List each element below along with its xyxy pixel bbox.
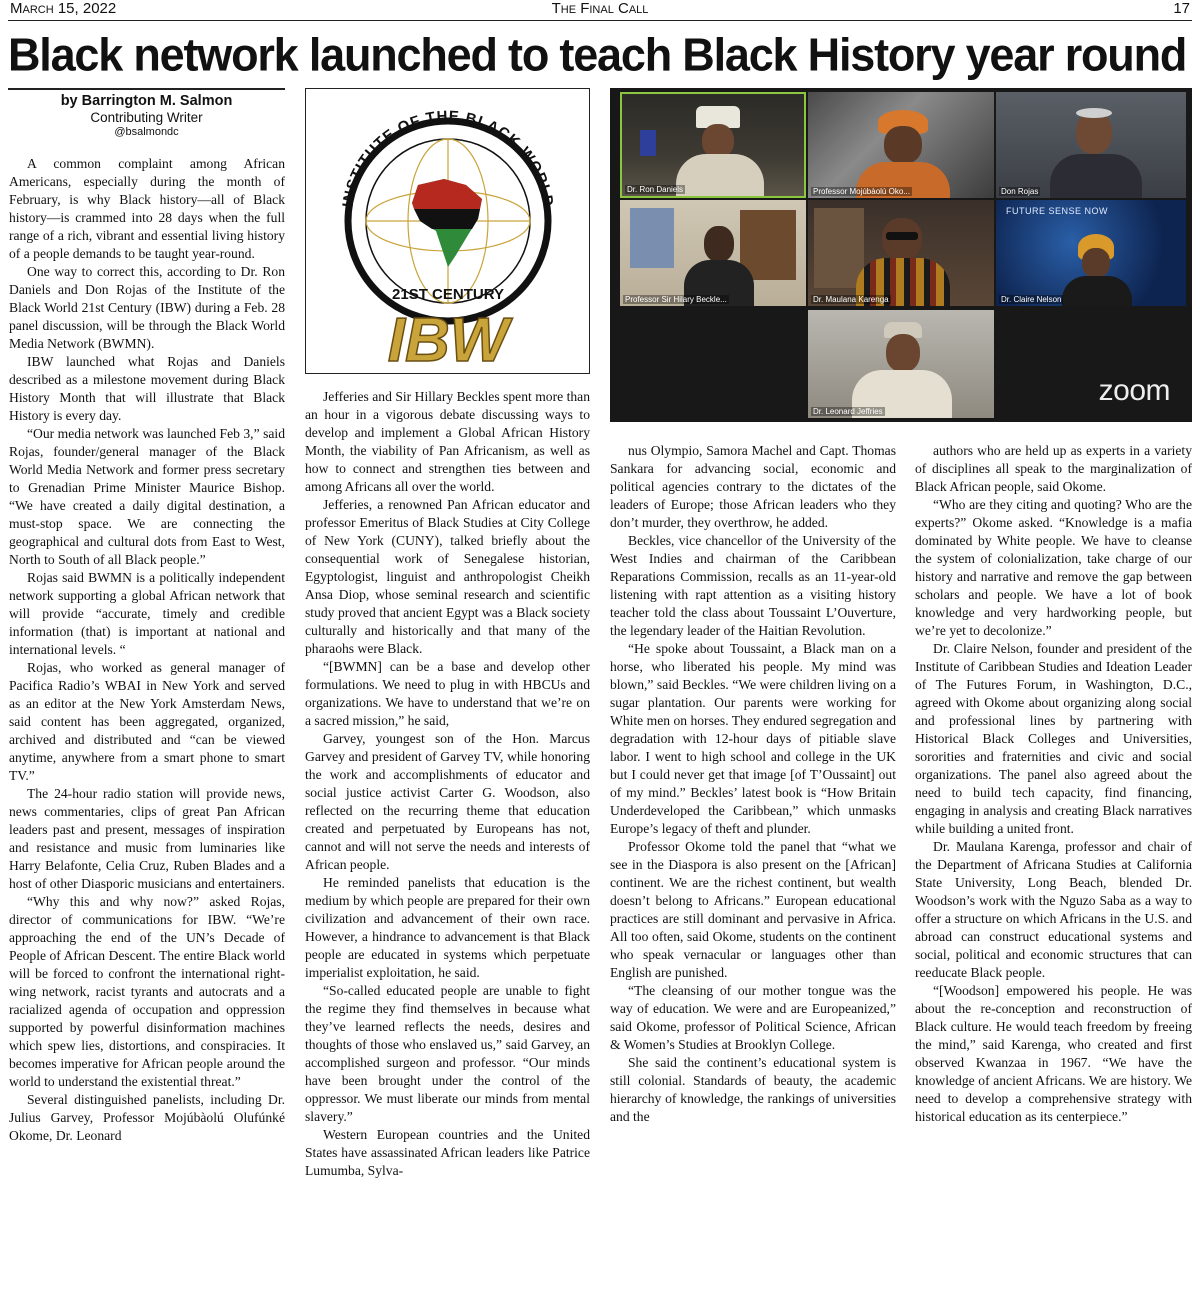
- byline: [8, 88, 285, 140]
- article-paragraph: Several distinguished panelists, including Dr. Julius Garvey, Professor Mojúbàolú Olufúnké Okome, Dr. Leonard: [9, 1092, 285, 1143]
- article-paragraph: She said the continent’s educational system is still colonial. Standards of beauty, the academic hierarchy of knowledge, the rankings of universities and the: [610, 1055, 896, 1124]
- participant-tile: [808, 200, 994, 306]
- logo-acronym: IBW: [387, 306, 509, 372]
- article-column-1: [9, 155, 285, 1145]
- participant-name: Dr. Leonard Jeffries: [813, 407, 883, 416]
- author-name: by Barrington M. Salmon: [60, 93, 233, 109]
- article-paragraph: “He spoke about Toussaint, a Black man on a horse, who liberated his people. My mind was blown,” said Beckles. “We were children living on a sugar plantation. Our parents were working for White men on horses. They endured segregation and degradation with 12-hour days of pitiable slave labor. I went to high school and college in the UK but I could never get that image [of T’Oussaint] out of my mind.” Beckles’ latest book is “How Britain Underdeveloped the Caribbean,” which unmasks Europe’s legacy of theft and plunder.: [610, 641, 896, 836]
- participant-name: Don Rojas: [1001, 187, 1039, 196]
- article-column-3: [610, 442, 896, 1126]
- article-paragraph: One way to correct this, according to Dr. Ron Daniels and Don Rojas of the Institute of the Black World 21st Century (IBW) during a Feb. 28 panel discussion, will be through the Black World Media Network (BWMN).: [9, 264, 285, 351]
- ibw-logo-image: [305, 88, 590, 374]
- participant-name: Dr. Ron Daniels: [627, 185, 684, 194]
- article-paragraph: Beckles, vice chancellor of the University of the West Indies and chairman of the Caribbean Reparations Commission, recalls as an 11-year-old listening with rapt attention as a visiting history teacher told the class about Toussaint L’Ouverture, the legendary leader of the Haitian Revolution.: [610, 533, 896, 638]
- author-role: Contributing Writer: [90, 110, 203, 125]
- article-paragraph: IBW launched what Rojas and Daniels described as a milestone movement during Black History Month that will illustrate that Black History is every day.: [9, 354, 285, 423]
- article-paragraph: “Our media network was launched Feb 3,” said Rojas, founder/general manager of the Black World Media Network and former press secretary to Grenadian Prime Minister Maurice Bishop. “We have created a daily digital destination, a must-stop space. We are connecting the geographical and cultural dots from East to West, North to South of all Black people.”: [9, 426, 285, 567]
- publication-name: The Final Call: [551, 0, 649, 17]
- logo-arc-text: INSTITUTE OF THE BLACK WORLD: [339, 107, 557, 209]
- article-paragraph: The 24-hour radio station will provide news, news commentaries, clips of great Pan African leaders past and present, messages of inspiration and resistance and music from luminaries like Harry Belafonte, Celia Cruz, Ruben Blades and a host of other Diasporic musicians and entertainers.: [9, 786, 285, 891]
- participant-name: Dr. Maulana Karenga: [813, 295, 889, 304]
- article-paragraph: Rojas, who worked as general manager of Pacifica Radio’s WBAI in New York and served as an editor at the New York Amsterdam News, said content has been aggregated, organized, archived and distributed and “can be viewed anytime, anywhere from a smart phone to smart TV.”: [9, 660, 285, 783]
- article-paragraph: “Why this and why now?” asked Rojas, director of communications for IBW. “We’re approaching the end of the UN’s Decade of People of African Descent. The entire Black world will be forced to confront the international right-wing network, racist tyrants and autocrats and a racialized agenda of occupation and oppression supported by powerful disinformation machines which spew lies, distortions, and conspiracies. It becomes imperative for African people around the world to understand the existential threat.”: [9, 894, 285, 1089]
- ibw-logo-icon: [306, 89, 588, 372]
- flag-icon: [640, 130, 656, 156]
- participant-tile: [996, 200, 1186, 306]
- article-paragraph: Professor Okome told the panel that “what we see in the Diaspora is also present on the [African] continent. We are the richest continent, but wealth doesn’t belong to Africans.” European educational practices are still dominant and pervasive in Africa. All too often, said Okome, students on the continent who speak vernacular or languages other than English are punished.: [610, 839, 896, 980]
- article-paragraph: Jefferies, a renowned Pan African educator and professor Emeritus of Black Studies at City College of New York (CUNY), talked briefly about the consequential work of Senegalese historian, Egyptologist, linguist and anthropologist Cheikh Ansa Diop, whose seminal research and scientific study proved that ancient Egypt was a Black society culturally and historically and that many of the pharaohs were Black.: [305, 497, 590, 656]
- participant-tile: [808, 310, 994, 418]
- article-column-4: [915, 442, 1192, 1126]
- article-paragraph: Garvey, youngest son of the Hon. Marcus Garvey and president of Garvey TV, while honoring the work and accomplishments of educator and social justice activist Carter G. Woodson, also reflected on the recurring theme that education created and perpetuated by Europeans has not, cannot and will not serve the needs and interests of African people.: [305, 731, 590, 872]
- participant-tile: [620, 200, 806, 306]
- article-paragraph: “Who are they citing and quoting? Who are the experts?” Okome asked. “Knowledge is a mafia dominated by White people. We have to cleanse the system of colonialization, take charge of our history and narrative and remove the gap between scholars and people. We have a lot of book knowledge and very hardworking people, but we’re yet to decolonize.”: [915, 497, 1192, 638]
- participant-name: Professor Sir Hilary Beckle...: [625, 295, 727, 304]
- masthead: [8, 0, 1192, 21]
- participant-tile: [808, 92, 994, 198]
- issue-date: March 15, 2022: [10, 0, 117, 17]
- participant-name: Dr. Claire Nelson: [1001, 295, 1062, 304]
- article-paragraph: nus Olympio, Samora Machel and Capt. Thomas Sankara for advancing social, economic and political agencies contrary to the dictates of the leaders of Europe; those African leaders who they don’t murder, they overthrow, he added.: [610, 443, 896, 530]
- participant-tile: [996, 92, 1186, 198]
- logo-century-text: 21ST CENTURY: [392, 286, 504, 303]
- article-paragraph: “So-called educated people are unable to fight the regime they find themselves in because what they’ve learned reflects the needs, desires and thoughts of those who enslaved us,” said Garvey, an accomplished surgeon and professor. “Our minds have been brought under the control of the oppressor. We must liberate our minds from mental slavery.”: [305, 983, 590, 1124]
- article-paragraph: authors who are held up as experts in a variety of disciplines all speak to the marginalization of Black African people, said Okome.: [915, 443, 1192, 494]
- article-paragraph: Western European countries and the United States have assassinated African leaders like Patrice Lumumba, Sylva-: [305, 1127, 590, 1178]
- article-paragraph: A common complaint among African Americans, especially during the month of February, is why Black history—all of Black history—is crammed into 28 days when the full range of a rich, vibrant and essential living history of a people demands to be taught year-round.: [9, 156, 285, 261]
- article-paragraph: “The cleansing of our mother tongue was the way of education. We were and are Europeanized,” said Okome, professor of Political Science, African & Women’s Studies at Brooklyn College.: [610, 983, 896, 1052]
- article-paragraph: Dr. Maulana Karenga, professor and chair of the Department of Africana Studies at California State University, Long Beach, blended Dr. Woodson’s work with the Nguzo Saba as a way to offer a structure on which Africans in the U.S. and abroad can construct educational systems and social, political and economic structures that can reeducate Black people.: [915, 839, 1192, 980]
- article-paragraph: He reminded panelists that education is the medium by which people are prepared for their own civilization and advancement of their own race. However, a hindrance to advancement is that Black people are educated in systems which perpetuate imperialist exploitation, he said.: [305, 875, 590, 980]
- article-paragraph: “[Woodson] empowered his people. He was about the re-conception and reconstruction of Black culture. He would teach freedom by freeing the mind,” said Karenga, who created and first observed Kwanzaa in 1967. “We have the knowledge of ancient Africans. We are history. We need to develop a comprehensive strategy with historical education as its centerpiece.”: [915, 983, 1192, 1124]
- author-handle: @bsalmondc: [114, 126, 179, 138]
- future-sense-banner: FUTURE SENSE NOW: [1006, 206, 1109, 216]
- article-paragraph: Jefferies and Sir Hillary Beckles spent more than an hour in a vigorous debate discussing ways to develop and implement a Global African History Month, the viability of Pan Africanism, as well as how to connect and strengthen ties between and among Africans all over the world.: [305, 389, 590, 494]
- page-number: 17: [1173, 0, 1190, 17]
- article-column-2: [305, 388, 590, 1180]
- article-paragraph: Rojas said BWMN is a politically independent network supporting a global African network that will provide “accurate, timely and credible information (that) is important at national and international levels. “: [9, 570, 285, 657]
- zoom-screenshot: [610, 88, 1192, 422]
- participant-tile: [620, 92, 806, 198]
- article-paragraph: “[BWMN] can be a base and develop other formulations. We need to plug in with HBCUs and organizations. We have to understand that we’re on a sacred mission,” he said,: [305, 659, 590, 728]
- article-paragraph: Dr. Claire Nelson, founder and president of the Institute of Caribbean Studies and Ideation Leader of The Futures Forum, in Washington, D.C., agreed with Okome about organizing along social and professional lines by partnering with Historical Black Colleges and Universities, sororities and fraternities and civic and social organizations. The panel also agreed about the need to build tech capacity, find financing, engaging in analysis and creating Black narratives while building a united front.: [915, 641, 1192, 836]
- participant-name: Professor Mojúbàolú Oko...: [813, 187, 910, 196]
- zoom-logo: zoom: [1098, 374, 1170, 407]
- headline: Black network launched to teach Black History year round: [8, 28, 1187, 81]
